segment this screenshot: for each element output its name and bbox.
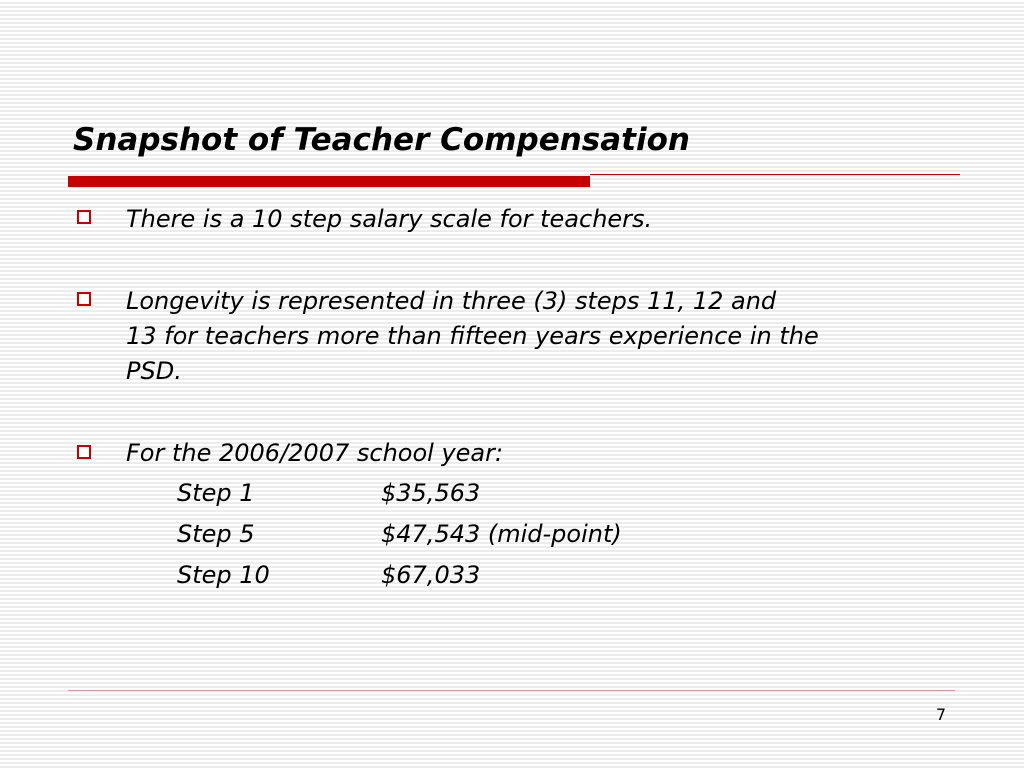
salary-step-value: $35,563 <box>381 479 481 507</box>
bullet-text-salary-scale: There is a 10 step salary scale for teachers. <box>126 205 653 233</box>
page-number: 7 <box>935 705 946 724</box>
hollow-square-bullet-icon <box>77 210 91 224</box>
salary-step-value: $47,543 (mid-point) <box>381 520 622 548</box>
hollow-square-bullet-icon <box>77 292 91 306</box>
bullet-text-school-year: For the 2006/2007 school year: <box>126 439 504 467</box>
bullet-text-longevity-line-1: Longevity is represented in three (3) steps 11, 12 and <box>126 287 777 315</box>
bullet-text-longevity-line-2: 13 for teachers more than fifteen years experience in the <box>126 322 819 350</box>
salary-step-value: $67,033 <box>381 561 481 589</box>
hollow-square-bullet-icon <box>77 445 91 459</box>
salary-step-label: Step 10 <box>177 561 270 589</box>
title-underline-rule <box>590 174 960 175</box>
bullet-text-longevity-line-3: PSD. <box>126 357 182 385</box>
slide-title: Snapshot of Teacher Compensation <box>73 122 690 158</box>
title-underline-bar <box>68 176 590 187</box>
footer-divider <box>68 690 955 691</box>
salary-step-label: Step 1 <box>177 479 255 507</box>
salary-step-label: Step 5 <box>177 520 255 548</box>
